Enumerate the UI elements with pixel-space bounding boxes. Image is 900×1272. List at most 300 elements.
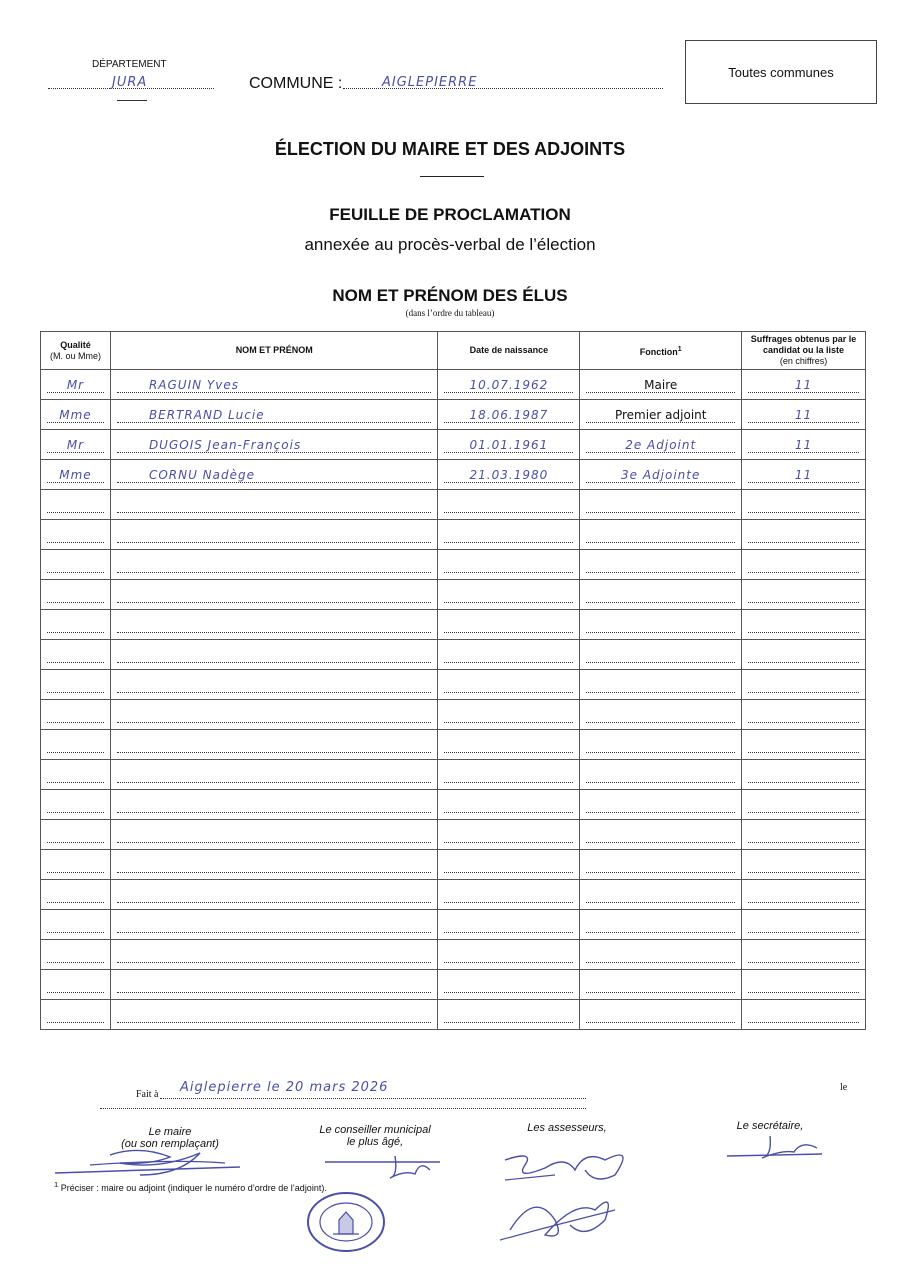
cell-dotted-line [117,692,432,693]
cell-date [438,730,580,760]
cell-nom [110,940,438,970]
cell-dotted-line [586,812,735,813]
title-divider [420,176,484,177]
cell-dotted-line [444,782,573,783]
cell-nom [110,880,438,910]
cell-fonction [580,850,742,880]
cell-suffrages [742,400,866,430]
cell-dotted-line [117,602,432,603]
cell-nom [110,460,438,490]
cell-date [438,970,580,1000]
cell-nom [110,610,438,640]
cell-suffrages [742,760,866,790]
secretaire-signature [722,1130,832,1165]
cell-nom [110,520,438,550]
cell-fonction [580,610,742,640]
cell-fonction [580,940,742,970]
cell-dotted-line [47,482,104,483]
elus-table-body [41,370,866,1030]
cell-date-value: 21.03.1980 [469,468,549,482]
cell-dotted-line [47,392,104,393]
cell-dotted-line [47,542,104,543]
table-row [41,610,866,640]
cell-date [438,880,580,910]
cell-fonction [580,550,742,580]
header-suffrages-label: Suffrages obtenus par le candidat ou la liste [750,334,857,355]
cell-date-value: 01.01.1961 [469,438,549,452]
cell-nom [110,790,438,820]
cell-fonction [580,760,742,790]
cell-dotted-line [444,902,573,903]
fait-field-line-2 [100,1108,586,1109]
cell-date [438,430,580,460]
cell-date [438,370,580,400]
table-row [41,850,866,880]
cell-date [438,610,580,640]
cell-dotted-line [444,482,573,483]
cell-date [438,910,580,940]
cell-dotted-line [444,602,573,603]
table-row [41,760,866,790]
cell-dotted-line [47,782,104,783]
cell-qualite [41,610,111,640]
assesseurs-signatures [495,1140,645,1250]
cell-dotted-line [586,692,735,693]
cell-dotted-line [586,722,735,723]
cell-fonction-value: 2e Adjoint [625,438,697,452]
cell-dotted-line [117,812,432,813]
cell-dotted-line [748,572,859,573]
header-fonction [580,332,742,370]
cell-nom-value: CORNU Nadège [148,468,256,482]
footnote-ref: 1 [677,345,682,353]
election-title: ÉLECTION DU MAIRE ET DES ADJOINTS [274,139,626,159]
fait-field-line [160,1098,586,1099]
cell-fonction-value: Maire [644,378,678,392]
header-nom [110,332,438,370]
cell-dotted-line [117,392,432,393]
cell-qualite [41,520,111,550]
cell-dotted-line [586,452,735,453]
maire-label: Le maire [148,1126,192,1138]
cell-dotted-line [47,602,104,603]
cell-date [438,490,580,520]
table-row [41,910,866,940]
cell-qualite [41,400,111,430]
cell-suffrages [742,640,866,670]
cell-dotted-line [117,452,432,453]
cell-dotted-line [47,1022,104,1023]
header-qualite-label: Qualité [60,339,91,350]
cell-suffrages [742,1000,866,1030]
cell-qualite [41,880,111,910]
cell-dotted-line [748,422,859,423]
cell-nom-value: BERTRAND Lucie [148,408,265,422]
cell-date [438,520,580,550]
cell-dotted-line [117,632,432,633]
cell-fonction [580,1000,742,1030]
cell-dotted-line [117,842,432,843]
elus-table [40,331,866,1030]
cell-suffrages [742,490,866,520]
cell-qualite [41,430,111,460]
cell-dotted-line [47,812,104,813]
table-row [41,640,866,670]
cell-dotted-line [586,422,735,423]
cell-qualite [41,940,111,970]
cell-dotted-line [444,932,573,933]
cell-dotted-line [47,842,104,843]
cell-suffrages [742,460,866,490]
cell-date [438,760,580,790]
departement-underline [117,100,147,101]
cell-nom [110,1000,438,1030]
cell-date [438,850,580,880]
table-row [41,730,866,760]
cell-nom [110,970,438,1000]
fait-value: Aiglepierre le 20 mars 2026 [180,1080,389,1095]
cell-fonction [580,460,742,490]
cell-dotted-line [47,722,104,723]
cell-nom [110,670,438,700]
cell-dotted-line [444,722,573,723]
cell-dotted-line [748,452,859,453]
cell-dotted-line [47,932,104,933]
cell-date [438,1000,580,1030]
cell-fonction [580,640,742,670]
cell-dotted-line [47,962,104,963]
cell-dotted-line [444,662,573,663]
footnote-number: 1 [54,1180,59,1189]
table-row [41,520,866,550]
cell-qualite [41,490,111,520]
table-row [41,460,866,490]
cell-suffrages [742,910,866,940]
cell-dotted-line [586,1022,735,1023]
cell-dotted-line [586,512,735,513]
conseiller-signature [320,1148,450,1188]
cell-fonction-value: 3e Adjointe [621,468,701,482]
cell-dotted-line [117,482,432,483]
toutes-communes-box [685,40,877,104]
cell-dotted-line [47,752,104,753]
cell-dotted-line [117,722,432,723]
cell-nom [110,640,438,670]
header-fonction-label: Fonction [639,346,678,357]
cell-suffrages-value: 11 [794,468,813,482]
commune-value: AIGLEPIERRE [382,75,478,90]
departement-label: DÉPARTEMENT [92,59,167,70]
cell-dotted-line [117,662,432,663]
cell-dotted-line [748,1022,859,1023]
elus-subtitle: (dans l’ordre du tableau) [405,308,495,318]
cell-dotted-line [748,782,859,783]
cell-dotted-line [47,452,104,453]
cell-dotted-line [748,662,859,663]
cell-nom [110,550,438,580]
fait-label: Fait à [136,1089,159,1100]
cell-dotted-line [586,962,735,963]
cell-dotted-line [748,992,859,993]
assesseurs-label: Les assesseurs, [527,1122,607,1134]
cell-dotted-line [47,872,104,873]
cell-qualite [41,1000,111,1030]
cell-nom [110,430,438,460]
header-nom-label: NOM ET PRÉNOM [235,345,313,355]
cell-fonction [580,490,742,520]
cell-dotted-line [117,872,432,873]
cell-dotted-line [748,872,859,873]
cell-suffrages [742,430,866,460]
cell-qualite [41,910,111,940]
cell-dotted-line [586,662,735,663]
cell-dotted-line [444,632,573,633]
cell-dotted-line [117,542,432,543]
cell-suffrages [742,730,866,760]
table-row [41,940,866,970]
cell-fonction [580,970,742,1000]
cell-dotted-line [47,632,104,633]
cell-nom [110,400,438,430]
cell-suffrages [742,700,866,730]
cell-dotted-line [586,992,735,993]
cell-dotted-line [586,782,735,783]
cell-dotted-line [748,512,859,513]
cell-fonction [580,910,742,940]
table-row [41,880,866,910]
cell-dotted-line [748,632,859,633]
cell-dotted-line [444,962,573,963]
proclamation-subtitle: annexée au procès-verbal de l’élection [304,235,596,254]
cell-nom [110,700,438,730]
cell-qualite [41,460,111,490]
cell-fonction-value: Premier adjoint [614,408,707,422]
mairie-stamp [305,1190,387,1254]
header-date [438,332,580,370]
cell-fonction [580,880,742,910]
cell-suffrages [742,850,866,880]
cell-dotted-line [586,482,735,483]
cell-dotted-line [117,782,432,783]
cell-dotted-line [586,842,735,843]
cell-dotted-line [117,422,432,423]
cell-fonction [580,580,742,610]
cell-suffrages [742,520,866,550]
cell-nom [110,820,438,850]
cell-dotted-line [586,542,735,543]
table-row [41,970,866,1000]
cell-dotted-line [117,752,432,753]
cell-qualite [41,640,111,670]
cell-suffrages [742,940,866,970]
cell-dotted-line [444,692,573,693]
cell-dotted-line [444,512,573,513]
table-row [41,700,866,730]
cell-qualite [41,700,111,730]
cell-dotted-line [117,512,432,513]
table-header-row [41,332,866,370]
cell-suffrages [742,880,866,910]
cell-fonction [580,670,742,700]
cell-nom-value: RAGUIN Yves [148,378,239,392]
cell-date [438,640,580,670]
cell-dotted-line [444,752,573,753]
cell-suffrages [742,580,866,610]
cell-dotted-line [748,962,859,963]
cell-nom [110,850,438,880]
cell-dotted-line [47,692,104,693]
cell-dotted-line [586,632,735,633]
table-row [41,490,866,520]
cell-dotted-line [117,572,432,573]
cell-date [438,550,580,580]
cell-nom [110,370,438,400]
cell-dotted-line [748,842,859,843]
toutes-communes-label: Toutes communes [728,64,834,80]
cell-dotted-line [586,602,735,603]
cell-nom-value: DUGOIS Jean-François [148,438,302,452]
cell-dotted-line [444,452,573,453]
cell-dotted-line [748,392,859,393]
cell-date [438,580,580,610]
cell-dotted-line [444,542,573,543]
footnote [54,1180,327,1193]
conseiller-sub: le plus âgé, [346,1136,404,1148]
cell-dotted-line [444,872,573,873]
cell-dotted-line [748,602,859,603]
cell-dotted-line [117,902,432,903]
cell-dotted-line [117,962,432,963]
header-suffrages-sub: (en chiffres) [779,356,828,366]
cell-fonction [580,430,742,460]
cell-qualite-value: Mr [66,378,85,392]
cell-qualite [41,670,111,700]
maire-signature [50,1135,250,1180]
cell-dotted-line [444,1022,573,1023]
cell-dotted-line [444,992,573,993]
proclamation-title: FEUILLE DE PROCLAMATION [329,205,571,224]
cell-fonction [580,700,742,730]
cell-suffrages-value: 11 [794,408,813,422]
cell-fonction [580,370,742,400]
cell-qualite [41,550,111,580]
cell-dotted-line [117,1022,432,1023]
conseiller-label: Le conseiller municipal [319,1124,431,1136]
cell-dotted-line [748,902,859,903]
cell-dotted-line [47,662,104,663]
header-suffrages [742,332,866,370]
table-row [41,670,866,700]
cell-nom [110,580,438,610]
cell-fonction [580,820,742,850]
cell-qualite [41,820,111,850]
commune-label: COMMUNE : [249,75,343,92]
cell-fonction [580,400,742,430]
cell-suffrages-value: 11 [794,378,813,392]
footnote-text: Préciser : maire ou adjoint (indiquer le numéro d’ordre de l’adjoint). [60,1183,327,1193]
cell-qualite [41,760,111,790]
cell-qualite [41,370,111,400]
cell-suffrages [742,820,866,850]
cell-qualite-value: Mr [66,438,85,452]
cell-dotted-line [748,482,859,483]
cell-qualite [41,730,111,760]
cell-dotted-line [444,842,573,843]
cell-fonction [580,730,742,760]
cell-dotted-line [47,512,104,513]
header-qualite [41,332,111,370]
conseiller-signature-block [300,1124,450,1148]
cell-dotted-line [748,932,859,933]
table-row [41,400,866,430]
header-date-label: Date de naissance [469,345,549,355]
cell-dotted-line [586,392,735,393]
cell-dotted-line [47,992,104,993]
elus-title: NOM ET PRÉNOM DES ÉLUS [332,286,568,305]
cell-dotted-line [444,422,573,423]
cell-suffrages [742,610,866,640]
cell-dotted-line [47,902,104,903]
cell-date [438,700,580,730]
cell-dotted-line [748,722,859,723]
cell-dotted-line [586,572,735,573]
cell-dotted-line [586,902,735,903]
cell-dotted-line [117,992,432,993]
cell-fonction [580,790,742,820]
departement-value: JURA [112,75,148,90]
cell-nom [110,730,438,760]
cell-qualite [41,790,111,820]
cell-fonction [580,520,742,550]
cell-suffrages [742,670,866,700]
cell-dotted-line [748,812,859,813]
table-row [41,790,866,820]
header-qualite-sub: (M. ou Mme) [49,350,101,361]
cell-dotted-line [586,872,735,873]
table-row [41,1000,866,1030]
secretaire-label: Le secrétaire, [736,1120,804,1132]
cell-nom [110,910,438,940]
cell-nom [110,490,438,520]
cell-nom [110,760,438,790]
table-row [41,580,866,610]
cell-date [438,790,580,820]
cell-dotted-line [47,572,104,573]
cell-dotted-line [47,422,104,423]
cell-date-value: 10.07.1962 [469,378,549,392]
maire-sub: (ou son remplaçant) [121,1138,219,1150]
table-row [41,550,866,580]
cell-suffrages [742,970,866,1000]
cell-qualite-value: Mme [59,468,92,482]
cell-date [438,820,580,850]
cell-date [438,670,580,700]
table-row [41,430,866,460]
cell-date-value: 18.06.1987 [469,408,549,422]
cell-date [438,400,580,430]
cell-dotted-line [748,692,859,693]
cell-dotted-line [444,812,573,813]
cell-suffrages [742,550,866,580]
cell-dotted-line [586,932,735,933]
cell-suffrages [742,370,866,400]
le-label: le [840,1082,848,1093]
cell-qualite-value: Mme [59,408,92,422]
cell-dotted-line [117,932,432,933]
cell-suffrages-value: 11 [794,438,813,452]
cell-qualite [41,580,111,610]
cell-dotted-line [444,572,573,573]
